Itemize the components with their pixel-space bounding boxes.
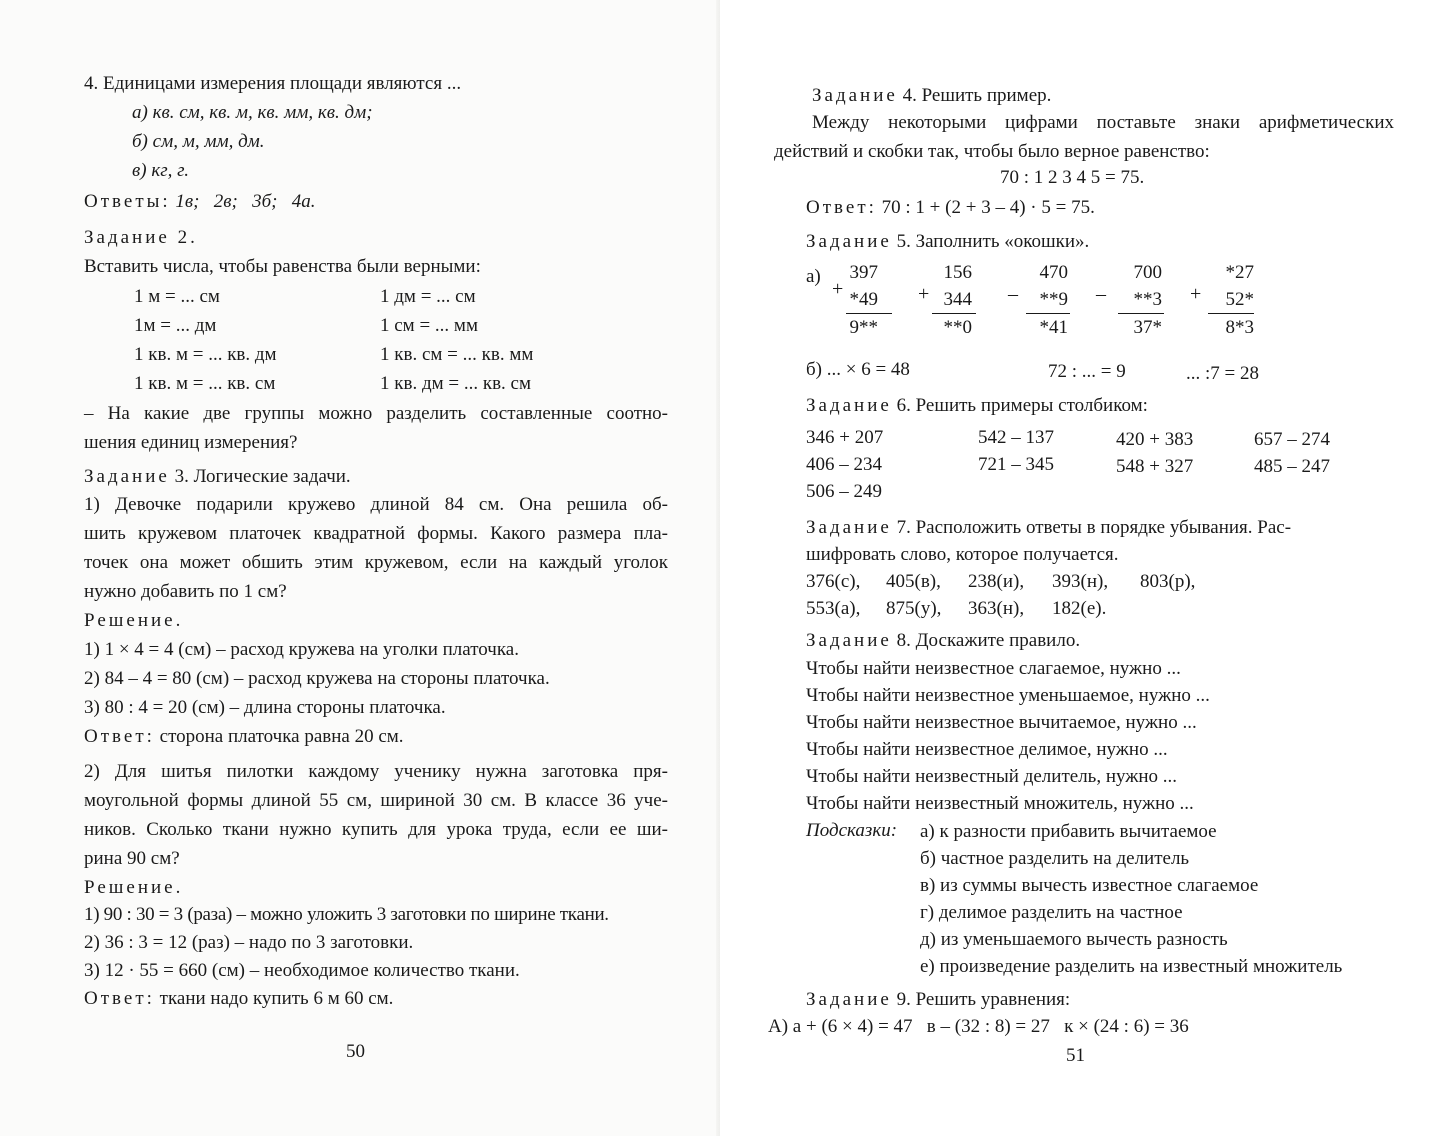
task-9-title xyxy=(806,988,1070,1012)
column-operator: + xyxy=(1190,283,1202,305)
column-operator: + xyxy=(832,278,844,300)
column-top: 700 xyxy=(1133,262,1162,283)
coded-number: 553(а), xyxy=(806,598,861,619)
coded-number: 238(и), xyxy=(968,571,1025,592)
answer-label: Ответ: xyxy=(806,197,877,218)
column-rule xyxy=(846,313,892,314)
coded-number: 182(е). xyxy=(1052,598,1107,619)
hint-item: б) частное разделить на делитель xyxy=(920,848,1190,869)
rule-line: Чтобы найти неизвестное делимое, нужно ... xyxy=(806,739,1168,760)
task-6-title xyxy=(806,394,1148,418)
coded-number: 875(у), xyxy=(886,598,942,619)
task-9-label: Задание xyxy=(806,989,892,1010)
answer-line xyxy=(84,987,393,1011)
task-2-question: шения единиц измерения? xyxy=(84,432,298,453)
column-example: 485 – 247 xyxy=(1254,456,1330,477)
column-rule xyxy=(1208,313,1254,314)
hint-item: а) к разности прибавить вычитаемое xyxy=(920,821,1217,842)
problem-1-text: шить кружевом платочек квадратной формы. Какого размера пла- xyxy=(84,523,668,544)
column-example: 542 – 137 xyxy=(978,427,1054,448)
answer-text: ткани надо купить 6 м 60 см. xyxy=(159,988,394,1009)
task-7-rest: 7. Расположить ответы в порядке убывания. Рас- xyxy=(896,517,1292,538)
task-7-title xyxy=(806,516,1388,540)
column-top: *27 xyxy=(1225,262,1254,283)
task-7-label: Задание xyxy=(806,517,892,538)
option-a: а) кв. см, кв. м, кв. мм, кв. дм; xyxy=(132,102,373,123)
task-5-title xyxy=(806,230,1089,254)
column-example: 721 – 345 xyxy=(978,454,1054,475)
answers-label: Ответы: xyxy=(84,191,171,212)
column-top: 470 xyxy=(1039,262,1068,283)
column-result: 8*3 xyxy=(1225,317,1254,338)
answer-label: Ответ: xyxy=(84,988,155,1009)
task-2-question: – На какие две группы можно разделить составленные соотно- xyxy=(84,403,668,424)
column-middle: **3 xyxy=(1133,289,1162,310)
hint-item: е) произведение разделить на известный множитель xyxy=(920,956,1343,977)
unit-eq: 1 см = ... мм xyxy=(380,315,478,336)
answer-label: Ответ: xyxy=(84,726,155,747)
task-9-equations: А) а + (6 × 4) = 47 в – (32 : 8) = 27 к × (24 : 6) = 36 xyxy=(768,1016,1189,1037)
answer-line xyxy=(806,196,1095,220)
task-5-a-label: а) xyxy=(806,266,821,287)
unit-eq: 1 кв. дм = ... кв. см xyxy=(380,373,532,394)
hint-item: д) из уменьшаемого вычесть разность xyxy=(920,929,1228,950)
column-example: 420 + 383 xyxy=(1116,429,1194,450)
column-rule xyxy=(1118,313,1164,314)
page-left xyxy=(0,0,720,1136)
task-4-text: действий и скобки так, чтобы было верное равенство: xyxy=(774,141,1210,162)
column-result: 9** xyxy=(849,317,878,338)
column-result: 37* xyxy=(1133,317,1162,338)
task-6-rest: 6. Решить примеры столбиком: xyxy=(896,395,1148,416)
column-result: *41 xyxy=(1039,317,1068,338)
unit-eq: 1 дм = ... см xyxy=(380,286,476,307)
column-result: **0 xyxy=(943,317,972,338)
option-b: б) см, м, мм, дм. xyxy=(132,131,265,152)
rule-line: Чтобы найти неизвестное уменьшаемое, нужно ... xyxy=(806,685,1210,706)
task-5-b-3: ... :7 = 28 xyxy=(1186,363,1259,384)
task-5-b-2: 72 : ... = 9 xyxy=(1048,361,1126,382)
column-example: 406 – 234 xyxy=(806,454,882,475)
hint-item: г) делимое разделить на частное xyxy=(920,902,1183,923)
hint-item: в) из суммы вычесть известное слагаемое xyxy=(920,875,1259,896)
column-operator: – xyxy=(1008,283,1018,305)
task-3-rest: 3. Логические задачи. xyxy=(174,466,351,487)
coded-number: 376(с), xyxy=(806,571,861,592)
task-7-text: шифровать слово, которое получается. xyxy=(806,544,1119,565)
column-operator: + xyxy=(918,283,930,305)
column-rule xyxy=(1026,313,1070,314)
column-example: 657 – 274 xyxy=(1254,429,1330,450)
unit-eq: 1 кв. м = ... кв. см xyxy=(134,373,276,394)
task-4-text: Между некоторыми цифрами поставьте знаки арифметических xyxy=(812,112,1394,133)
task-4-title xyxy=(812,84,1051,108)
answers-values: 1в; 2в; 3б; 4а. xyxy=(175,191,316,212)
task-2-text: Вставить числа, чтобы равенства были верными: xyxy=(84,256,481,277)
task-5-b-1: б) ... × 6 = 48 xyxy=(806,359,910,380)
column-middle: *49 xyxy=(849,289,878,310)
unit-eq: 1м = ... дм xyxy=(134,315,217,336)
problem-1-text: точек она может обшить этим кружевом, если на каждый уголок xyxy=(84,552,668,573)
page-number: 51 xyxy=(1066,1045,1085,1066)
solution-step: 1) 90 : 30 = 3 (раза) – можно уложить 3 заготовки по ширине ткани. xyxy=(84,904,609,925)
problem-2-text: моугольной формы длиной 55 см, шириной 30 см. В классе 36 уче- xyxy=(84,790,668,811)
unit-eq: 1 кв. м = ... кв. дм xyxy=(134,344,277,365)
task-4-label: Задание xyxy=(812,85,898,106)
task-9-rest: 9. Решить уравнения: xyxy=(896,989,1071,1010)
solution-step: 2) 36 : 3 = 12 (раз) – надо по 3 заготовки. xyxy=(84,932,414,953)
column-top: 156 xyxy=(943,262,972,283)
solution-label: Решение. xyxy=(84,877,184,898)
answer-text: сторона платочка равна 20 см. xyxy=(159,726,404,747)
task-3-label: Задание xyxy=(84,466,170,487)
solution-step: 3) 80 : 4 = 20 (см) – длина стороны платочка. xyxy=(84,697,446,718)
task-8-label: Задание xyxy=(806,630,892,651)
hints-label: Подсказки: xyxy=(806,820,898,841)
rule-line: Чтобы найти неизвестный делитель, нужно ... xyxy=(806,766,1178,787)
task-3-title xyxy=(84,465,351,489)
coded-number: 393(н), xyxy=(1052,571,1109,592)
column-middle: 344 xyxy=(943,289,972,310)
rule-line: Чтобы найти неизвестное вычитаемое, нужно ... xyxy=(806,712,1197,733)
coded-number: 803(р), xyxy=(1140,571,1196,592)
task-8-title xyxy=(806,629,1080,653)
solution-label: Решение. xyxy=(84,610,184,631)
task-4-equation: 70 : 1 2 3 4 5 = 75. xyxy=(1000,167,1145,188)
solution-step: 1) 1 × 4 = 4 (см) – расход кружева на уголки платочка. xyxy=(84,639,519,660)
answers-line xyxy=(84,190,315,214)
column-example: 506 – 249 xyxy=(806,481,882,502)
column-top: 397 xyxy=(849,262,878,283)
problem-1-text: 1) Девочке подарили кружево длиной 84 см. Она решила об- xyxy=(84,494,668,515)
problem-2-text: ников. Сколько ткани нужно купить для урока труда, если ее ши- xyxy=(84,819,668,840)
column-middle: 52* xyxy=(1225,289,1254,310)
task-4-rest: 4. Решить пример. xyxy=(902,85,1052,106)
rule-line: Чтобы найти неизвестный множитель, нужно ... xyxy=(806,793,1194,814)
question-4-title: 4. Единицами измерения площади являются ... xyxy=(84,73,462,94)
problem-1-text: нужно добавить по 1 см? xyxy=(84,581,287,602)
page-number: 50 xyxy=(346,1041,365,1062)
problem-2-text: 2) Для шитья пилотки каждому ученику нужна заготовка пря- xyxy=(84,761,668,782)
column-operator: – xyxy=(1096,283,1106,305)
answer-line xyxy=(84,725,404,749)
task-6-label: Задание xyxy=(806,395,892,416)
column-rule xyxy=(932,313,976,314)
task-5-label: Задание xyxy=(806,231,892,252)
solution-step: 2) 84 – 4 = 80 (см) – расход кружева на стороны платочка. xyxy=(84,668,550,689)
unit-eq: 1 м = ... см xyxy=(134,286,220,307)
solution-step: 3) 12 · 55 = 660 (см) – необходимое количество ткани. xyxy=(84,960,520,981)
problem-2-text: рина 90 см? xyxy=(84,848,180,869)
rule-line: Чтобы найти неизвестное слагаемое, нужно ... xyxy=(806,658,1181,679)
answer-text: 70 : 1 + (2 + 3 – 4) · 5 = 75. xyxy=(881,197,1095,218)
page-right xyxy=(720,0,1445,1136)
option-c: в) кг, г. xyxy=(132,160,190,181)
task-5-rest: 5. Заполнить «окошки». xyxy=(896,231,1090,252)
task-8-rest: 8. Доскажите правило. xyxy=(896,630,1081,651)
coded-number: 363(н), xyxy=(968,598,1025,619)
column-middle: **9 xyxy=(1039,289,1068,310)
column-example: 548 + 327 xyxy=(1116,456,1194,477)
coded-number: 405(в), xyxy=(886,571,941,592)
unit-eq: 1 кв. см = ... кв. мм xyxy=(380,344,534,365)
task-2-title: Задание 2. xyxy=(84,227,198,248)
column-example: 346 + 207 xyxy=(806,427,884,448)
